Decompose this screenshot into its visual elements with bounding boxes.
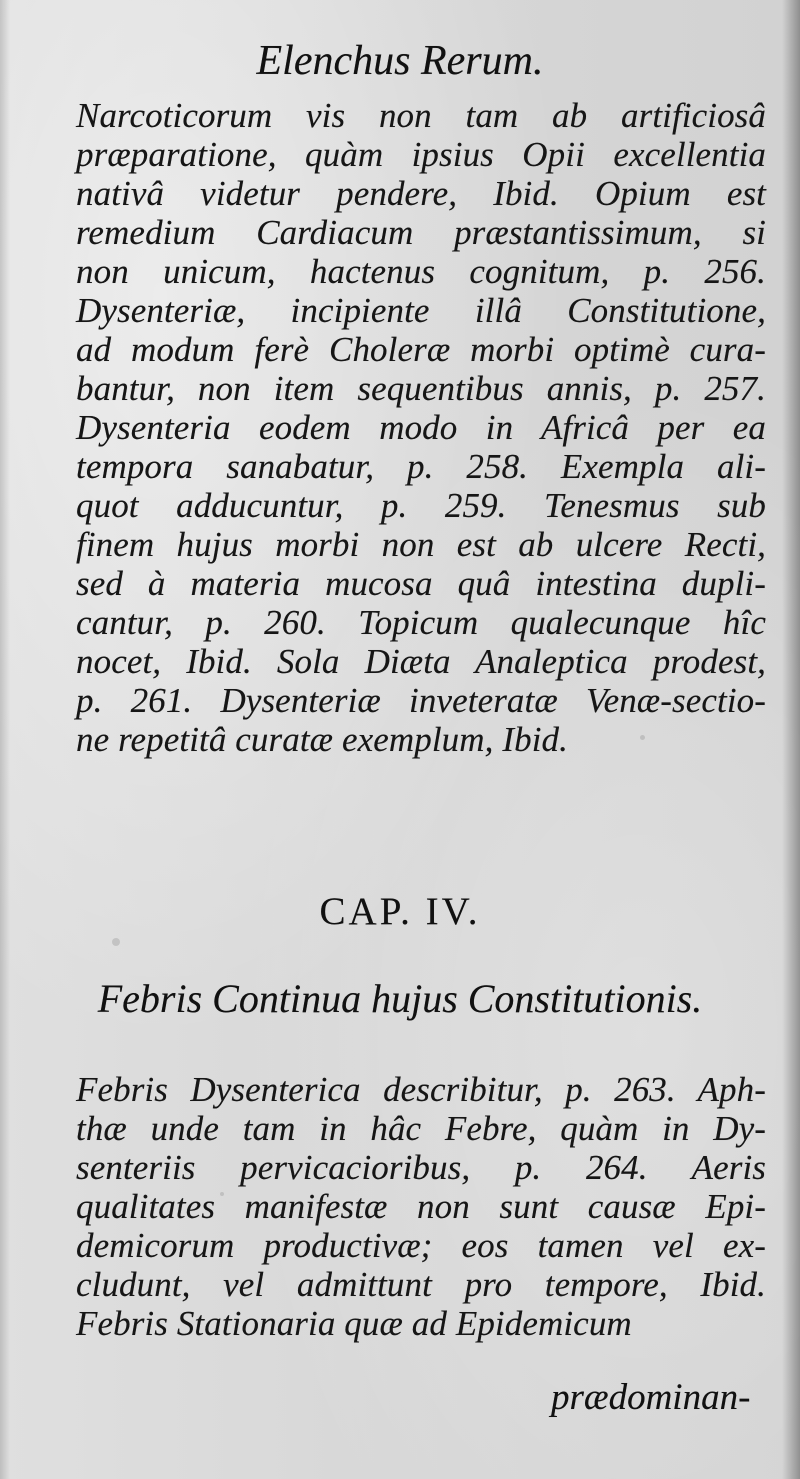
text-line: tempora sanabatur, p. 258. Exempla ali- [76, 447, 766, 486]
index-paragraph-2 [76, 1070, 766, 1343]
text-line: Febris Stationaria quæ ad Epidemicum [76, 1304, 632, 1343]
text-line: quot adducuntur, p. 259. Tenesmus sub [76, 486, 766, 525]
index-block-1 [76, 96, 766, 759]
text-line: Febris Dysenterica describitur, p. 263. Aph- [76, 1070, 766, 1109]
text-line: qualitates manifestæ non sunt causæ Epi- [76, 1187, 766, 1226]
text-line: sed à materia mucosa quâ intestina dupli- [76, 564, 766, 603]
paper-speck [112, 938, 120, 946]
text-line: thæ unde tam in hâc Febre, quàm in Dy- [76, 1109, 766, 1148]
text-line: nocet, Ibid. Sola Diæta Analeptica prodest, [76, 642, 766, 681]
text-line: nativâ videtur pendere, Ibid. Opium est [76, 174, 766, 213]
text-line: finem hujus morbi non est ab ulcere Recti, [76, 525, 766, 564]
text-line: demicorum productivæ; eos tamen vel ex- [76, 1226, 766, 1265]
paper-speck [640, 735, 645, 740]
text-line: bantur, non item sequentibus annis, p. 257. [76, 369, 766, 408]
catchword: prædominan- [551, 1377, 751, 1418]
text-line: non unicum, hactenus cognitum, p. 256. [76, 252, 766, 291]
index-paragraph-1 [76, 96, 766, 759]
chapter-heading: CAP. IV. [319, 890, 481, 933]
text-line: Dysenteriæ, incipiente illâ Constitutione, [76, 291, 766, 330]
text-line: Dysenteria eodem modo in Africâ per ea [76, 408, 766, 447]
text-line: remedium Cardiacum præstantissimum, si [76, 213, 766, 252]
paper-speck [220, 1192, 224, 1196]
running-header: Elenchus Rerum. [256, 38, 544, 84]
text-line: Narcoticorum vis non tam ab artificiosâ [76, 96, 766, 135]
text-line: senteriis pervicacioribus, p. 264. Aeris [76, 1148, 766, 1187]
text-line: cludunt, vel admittunt pro tempore, Ibid. [76, 1265, 766, 1304]
text-line: ne repetitâ curatæ exemplum, Ibid. [76, 720, 568, 759]
chapter-subtitle: Febris Continua hujus Constitutionis. [97, 976, 703, 1021]
text-line: ad modum ferè Choleræ morbi optimè cura- [76, 330, 766, 369]
index-block-2 [76, 1070, 766, 1343]
text-line: p. 261. Dysenteriæ inveteratæ Venæ-sectio- [76, 681, 766, 720]
page-left-shadow [0, 0, 10, 1479]
text-line: cantur, p. 260. Topicum qualecunque hîc [76, 603, 766, 642]
page-right-shadow [782, 0, 800, 1479]
text-line: præparatione, quàm ipsius Opii excellentia [76, 135, 766, 174]
